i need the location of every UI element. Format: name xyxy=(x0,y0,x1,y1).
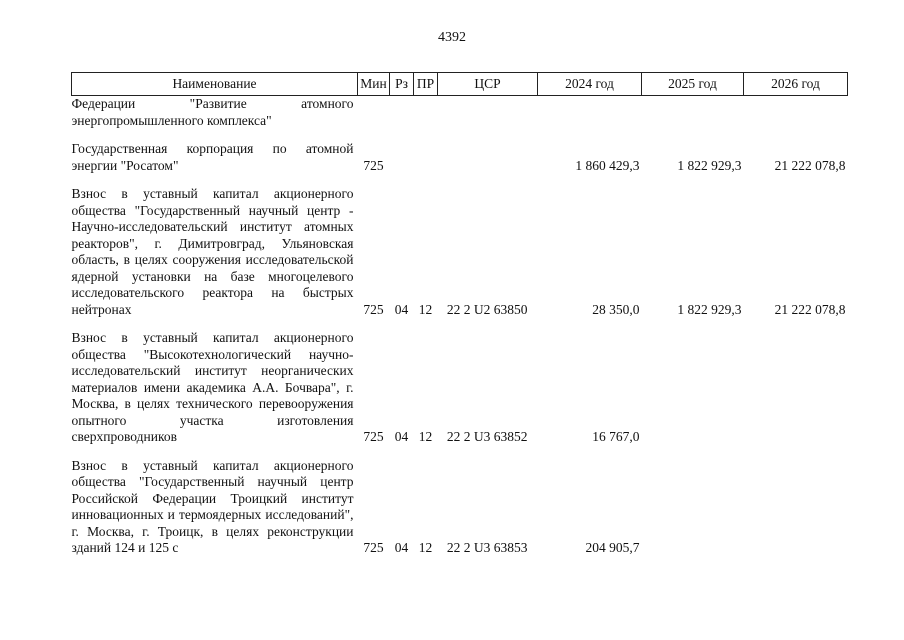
row-name: Государственная корпорация по атомной энергии "Росатом" xyxy=(71,141,354,173)
row-2026: 21 222 078,8 xyxy=(774,157,846,173)
row-2025: 1 822 929,3 xyxy=(677,301,742,317)
row-2025 xyxy=(642,330,744,458)
row-2024: 204 905,7 xyxy=(585,540,640,555)
row-min: 725 xyxy=(363,429,384,444)
row-2026 xyxy=(744,330,848,458)
header-csr: ЦСР xyxy=(438,73,538,96)
row-2025: 1 822 929,3 xyxy=(677,157,742,173)
table-row xyxy=(72,458,848,557)
table-row xyxy=(72,141,848,186)
row-2024: 16 767,0 xyxy=(592,429,640,444)
row-2024: 1 860 429,3 xyxy=(575,157,640,173)
row-2024 xyxy=(538,96,642,142)
row-rz xyxy=(390,96,414,142)
row-min: 725 xyxy=(363,540,384,555)
table-row xyxy=(72,96,848,142)
row-name: Взнос в уставный капитал акционерного общества "Высокотехнологический научно-исследовательский институт неорганических материалов имени академика А.А. Бочвара", г. Москва, в целях технического перевооружения опытного участка изготовления сверхпроводников xyxy=(71,330,354,444)
row-min: 725 xyxy=(363,301,384,317)
row-rz xyxy=(390,141,414,186)
row-pr: 12 xyxy=(418,429,433,444)
row-min: 725 xyxy=(363,157,384,173)
row-rz: 04 xyxy=(394,429,409,444)
row-csr xyxy=(438,141,538,186)
table-header-row xyxy=(72,73,848,96)
table-row xyxy=(72,330,848,458)
row-name: Взнос в уставный капитал акционерного общества "Государственный научный центр Российской Федерации Троицкий институт инновационных и термоядерных исследований", г. Москва, г. Троицк, в целях реконструкции зданий 124 и 125 с xyxy=(71,457,354,555)
header-min: Мин xyxy=(358,73,390,96)
row-pr: 12 xyxy=(418,301,433,317)
row-min xyxy=(358,96,390,142)
header-2026: 2026 год xyxy=(744,73,848,96)
row-2025 xyxy=(642,96,744,142)
header-2025: 2025 год xyxy=(642,73,744,96)
row-pr: 12 xyxy=(418,540,433,555)
row-2026: 21 222 078,8 xyxy=(774,301,846,317)
budget-table xyxy=(71,72,848,557)
row-csr: 22 2 U3 63853 xyxy=(446,540,528,555)
row-csr: 22 2 U2 63850 xyxy=(446,301,528,317)
row-rz: 04 xyxy=(394,301,409,317)
header-rz: Рз xyxy=(390,73,414,96)
header-pr: ПР xyxy=(414,73,438,96)
header-2024: 2024 год xyxy=(538,73,642,96)
row-rz: 04 xyxy=(394,540,409,555)
header-name: Наименование xyxy=(72,73,358,96)
table-row xyxy=(72,186,848,330)
row-csr: 22 2 U3 63852 xyxy=(446,429,528,444)
page-number: 4392 xyxy=(438,30,466,45)
row-2024: 28 350,0 xyxy=(592,301,640,317)
row-pr xyxy=(414,141,438,186)
row-name: Взнос в уставный капитал акционерного общества "Государственный научный центр - Научно-исследовательский институт атомных реакторов", г. Димитровград, Ульяновская область, в целях сооружения исследовательской ядерной установки на базе многоцелевого исследовательского реактора на быстрых нейтронах xyxy=(71,186,354,317)
row-name: Федерации "Развитие атомного энергопромышленного комплекса" xyxy=(71,96,354,128)
row-2025 xyxy=(642,458,744,557)
row-pr xyxy=(414,96,438,142)
row-2026 xyxy=(744,458,848,557)
row-2026 xyxy=(744,96,848,142)
row-csr xyxy=(438,96,538,142)
